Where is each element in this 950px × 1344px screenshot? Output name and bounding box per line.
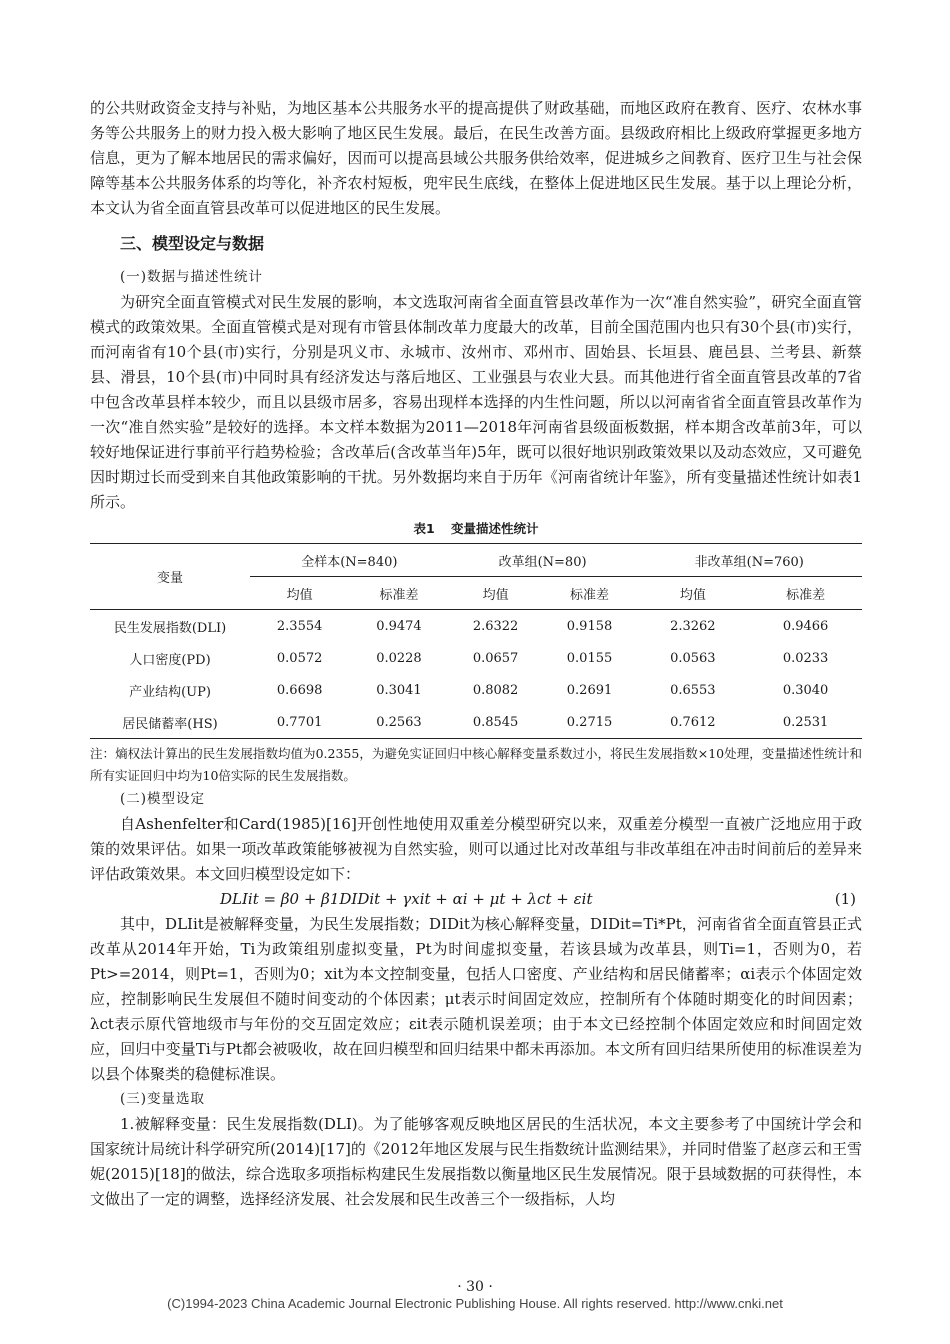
table-row	[90, 706, 862, 739]
table-subheader: 标准差	[749, 577, 862, 610]
table-cell: 0.3041	[376, 682, 422, 698]
table-cell: 2.6322	[472, 618, 519, 634]
subheading-2: (二)模型设定	[120, 791, 206, 807]
table-caption-title: 变量描述性统计	[451, 521, 539, 536]
table-subheader: 均值	[449, 577, 543, 610]
table-group-header: 非改革组(N=760)	[636, 544, 862, 577]
paragraph-4: 其中，DLIit是被解释变量，为民生发展指数；DIDit为核心解释变量，DIDit=Ti*Pt，河南省省全面直管县正式改革从2014年开始，Ti为政策组别虚拟变量，Pt为时间虚拟变量，若该县域为改革县，则Ti=1，否则为0，若Pt>=2014，则Pt=1，否则为0；xit为本文控制变量，包括人口密度、产业结构和居民储蓄率；αi表示个体固定效应，控制影响民生发展但不随时间变动的个体因素；μt表示时间固定效应，控制所有个体随时期变化的时间因素；λct表示原代管地级市与年份的交互固定效应；εit表示随机误差项；由于本文已经控制个体固定效应和时间固定效应，回归中变量Ti与Pt都会被吸收，故在回归模型和回归结果中都未再添加。本文所有回归结果所使用的标准误差为以县个体聚类的稳健标准误。	[90, 915, 862, 1083]
descriptive-stats-table	[90, 543, 862, 739]
table-cell: 0.7701	[250, 706, 349, 739]
table-row-label: 产业结构(UP)	[129, 684, 211, 700]
table-row	[90, 642, 862, 674]
table-row	[90, 674, 862, 706]
table-cell: 0.9466	[782, 618, 829, 634]
table-cell: 0.2563	[349, 706, 448, 739]
equation-number: (1)	[834, 890, 856, 908]
table-subheader: 标准差	[543, 577, 637, 610]
table-cell: 0.8082	[472, 682, 519, 698]
table-cell: 0.2531	[749, 706, 862, 739]
table-cell: 0.2691	[566, 682, 613, 698]
copyright-footer: (C)1994-2023 China Academic Journal Electronic Publishing House. All rights reserved. http://www.cnki.net	[167, 1296, 783, 1311]
subheading-1: (一)数据与描述性统计	[120, 269, 264, 285]
paragraph-3: 自Ashenfelter和Card(1985)[16]开创性地使用双重差分模型研究以来，双重差分模型一直被广泛地应用于政策的效果评估。如果一项改革政策能够被视为自然实验，则可以通过比对改革组与非改革组在冲击时间前后的差异来评估政策效果。本文回归模型设定如下：	[90, 815, 862, 883]
table-cell: 0.0233	[782, 650, 829, 666]
table-cell: 0.6698	[276, 682, 323, 698]
table-cell: 0.3040	[782, 682, 829, 698]
table-subheader: 均值	[250, 577, 349, 610]
table-cell: 0.7612	[636, 706, 749, 739]
table-caption	[90, 519, 862, 537]
table-var-header: 变量	[90, 544, 250, 610]
table-note: 注：熵权法计算出的民生发展指数均值为0.2355，为避免实证回归中核心解释变量系数过小，将民生发展指数×10处理，变量描述性统计和所有实证回归中均为10倍实际的民生发展指数。	[90, 746, 862, 783]
table-cell: 0.0155	[566, 650, 613, 666]
table-cell: 2.3554	[276, 618, 323, 634]
table-cell: 0.2715	[543, 706, 637, 739]
table-cell: 0.6553	[670, 682, 716, 698]
paragraph-5: 1.被解释变量：民生发展指数(DLI)。为了能够客观反映地区居民的生活状况，本文主要参考了中国统计学会和国家统计局统计科学研究所(2014)[17]的《2012年地区发展与民生指数统计监测结果》，并同时借鉴了赵彦云和王雪妮(2015)[18]的做法，综合选取多项指标构建民生发展指数以衡量地区民生发展情况。限于县域数据的可获得性，本文做出了一定的调整，选择经济发展、社会发展和民生改善三个一级指标，人均	[90, 1115, 862, 1208]
table-caption-number: 表1	[413, 521, 435, 536]
table-cell: 2.3262	[670, 618, 716, 634]
table-cell: 0.8545	[449, 706, 543, 739]
subheading-3: (三)变量选取	[120, 1091, 206, 1107]
table-cell: 0.0657	[472, 650, 519, 666]
table-row-label: 居民储蓄率(HS)	[90, 706, 250, 739]
paragraph-1: 的公共财政资金支持与补贴，为地区基本公共服务水平的提高提供了财政基础，而地区政府在教育、医疗、农林水事务等公共服务上的财力投入极大影响了地区民生发展。最后，在民生改善方面。县级政府相比上级政府掌握更多地方信息，更为了解本地居民的需求偏好，因而可以提高县域公共服务供给效率，促进城乡之间教育、医疗卫生与社会保障等基本公共服务体系的均等化，补齐农村短板，兜牢民生底线，在整体上促进地区民生发展。基于以上理论分析，本文认为省全面直管县改革可以促进地区的民生发展。	[90, 99, 862, 217]
equation-1	[90, 887, 862, 912]
paragraph-2: 为研究全面直管模式对民生发展的影响，本文选取河南省全面直管县改革作为一次“准自然实验”，研究全面直管模式的政策效果。全面直管模式是对现有市管县体制改革力度最大的改革，目前全国范围内也只有30个县(市)实行，而河南省有10个县(市)实行，分别是巩义市、永城市、汝州市、邓州市、固始县、长垣县、鹿邑县、兰考县、新蔡县、滑县，10个县(市)中同时具有经济发达与落后地区、工业强县与农业大县。而其他进行省全面直管县改革的7省中包含改革县样本较少，而且以县级市居多，容易出现样本选择的内生性问题，所以以河南省省全面直管县改革作为一次“准自然实验”是较好的选择。本文样本数据为2011—2018年河南省县级面板数据，样本期含改革前3年，可以较好地保证进行事前平行趋势检验；含改革后(含改革当年)5年，既可以很好地识别政策效果以及动态效应，又可避免因时期过长而受到来自其他政策影响的干扰。另外数据均来自于历年《河南省统计年鉴》，所有变量描述性统计如表1所示。	[90, 293, 862, 511]
table-subheader: 均值	[636, 577, 749, 610]
table-cell: 0.9158	[566, 618, 613, 634]
table-row-label: 民生发展指数(DLI)	[113, 620, 227, 636]
table-cell: 0.0572	[276, 650, 323, 666]
table-cell: 0.0563	[670, 650, 716, 666]
table-cell: 0.0228	[376, 650, 422, 666]
page-number: · 30 ·	[457, 1279, 493, 1295]
table-subheader: 标准差	[349, 577, 448, 610]
table-row	[90, 610, 862, 643]
table-header-row	[90, 544, 862, 577]
table-group-header: 全样本(N=840)	[250, 544, 449, 577]
table-row-label: 人口密度(PD)	[129, 652, 211, 668]
section-heading-3: 三、模型设定与数据	[120, 234, 265, 253]
page-body	[90, 96, 862, 1212]
table-cell: 0.9474	[376, 618, 422, 634]
equation-formula: DLIit = β0 + β1DIDit + γxit + αi + μt + λct + εit	[220, 890, 593, 908]
table-group-header: 改革组(N=80)	[449, 544, 637, 577]
